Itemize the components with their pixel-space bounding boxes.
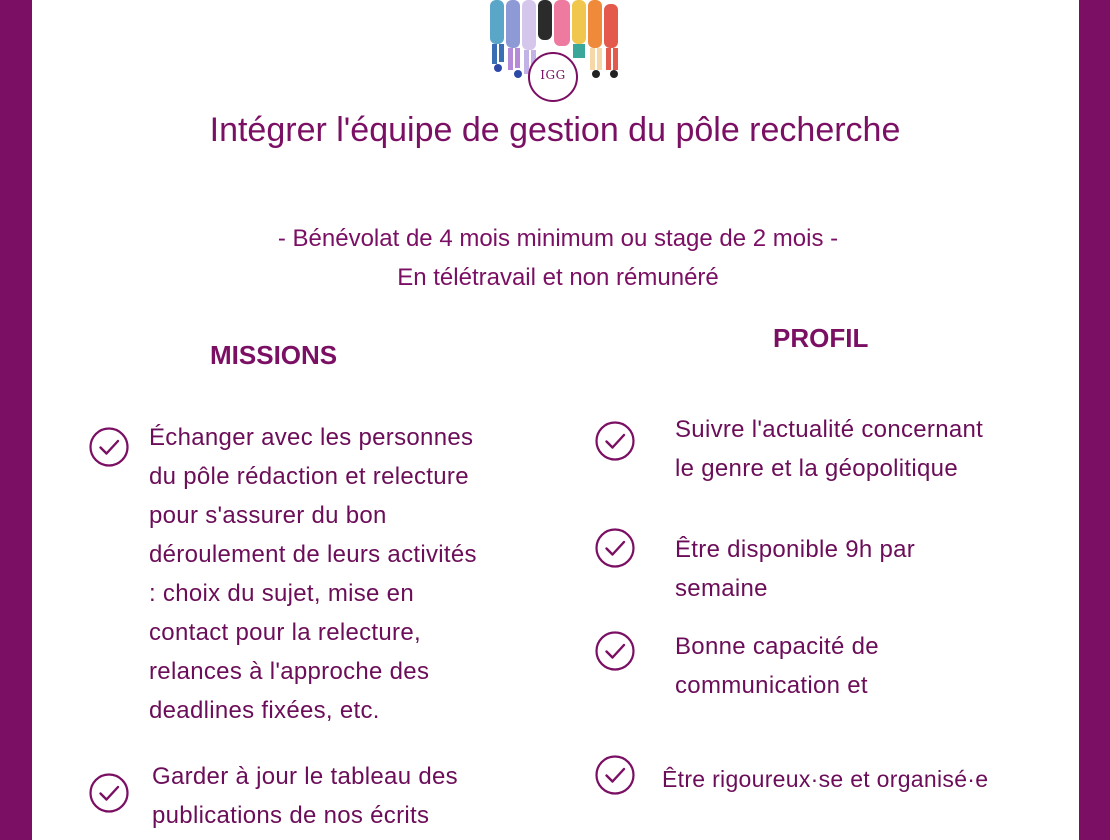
- subtitle-line-1: - Bénévolat de 4 mois minimum ou stage de 2 mois -: [277, 225, 839, 252]
- item-line: Suivre l'actualité concernant: [675, 416, 984, 443]
- item-line: semaine: [675, 575, 768, 602]
- subtitle-line-2: En télétravail et non rémunéré: [397, 264, 719, 291]
- check-circle-icon: [594, 630, 636, 672]
- item-line: pour s'assurer du bon: [149, 502, 387, 529]
- profil-item: [675, 627, 879, 705]
- mission-item: [149, 418, 477, 730]
- item-line: deadlines fixées, etc.: [149, 697, 380, 724]
- item-line: publications de nos écrits: [152, 802, 430, 829]
- check-circle-icon: [594, 420, 636, 462]
- profil-item: [675, 410, 983, 488]
- item-line: Bonne capacité de: [675, 633, 879, 660]
- profil-item: [675, 530, 915, 608]
- profil-item: [662, 760, 988, 799]
- check-circle-icon: [88, 772, 130, 814]
- check-circle-icon: [594, 754, 636, 796]
- item-line: déroulement de leurs activités: [149, 541, 477, 568]
- item-line: Être rigoureux·se et organisé·e: [662, 766, 989, 792]
- logo-text: IGG: [540, 68, 566, 82]
- item-line: communication et: [675, 672, 868, 699]
- missions-heading: MISSIONS: [210, 340, 338, 370]
- page-title: Intégrer l'équipe de gestion du pôle recherche: [209, 111, 901, 149]
- item-line: Être disponible 9h par: [675, 536, 916, 563]
- check-circle-icon: [594, 527, 636, 569]
- item-line: : choix du sujet, mise en: [149, 580, 414, 607]
- profil-heading: PROFIL: [773, 323, 869, 353]
- item-line: relances à l'approche des: [149, 658, 430, 685]
- item-line: contact pour la relecture,: [149, 619, 421, 646]
- item-line: Garder à jour le tableau des: [152, 763, 458, 790]
- item-line: Échanger avec les personnes: [149, 424, 474, 451]
- mission-item: [152, 757, 458, 835]
- check-circle-icon: [88, 426, 130, 468]
- item-line: le genre et la géopolitique: [675, 455, 958, 482]
- poster-card: [32, 0, 1079, 840]
- item-line: du pôle rédaction et relecture: [149, 463, 469, 490]
